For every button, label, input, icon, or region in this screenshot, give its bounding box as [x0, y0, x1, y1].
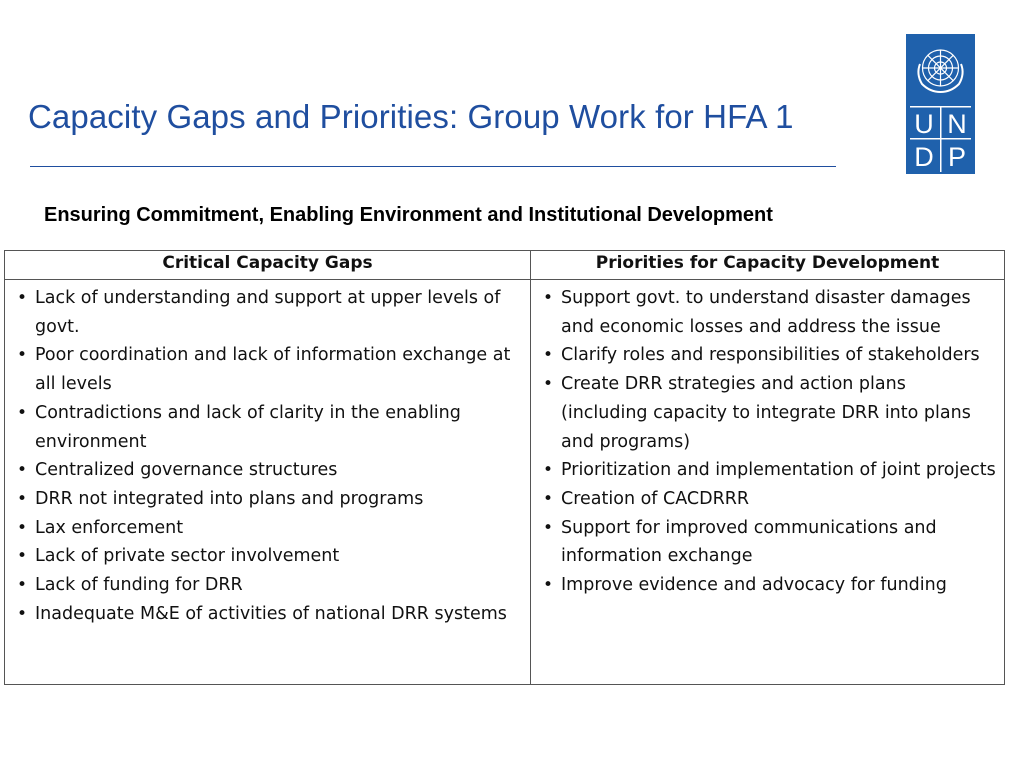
gap-item: • Lack of private sector involvement	[15, 542, 522, 571]
priority-item: • Support for improved communications and information exchange	[541, 514, 996, 571]
slide-subtitle: Ensuring Commitment, Enabling Environment and Institutional Development	[44, 204, 773, 226]
priorities-list	[541, 284, 996, 600]
gap-item: • Inadequate M&E of activities of national DRR systems	[15, 600, 522, 629]
priority-item: • Prioritization and implementation of joint projects	[541, 456, 996, 485]
logo-letter-p: P	[947, 142, 967, 172]
logo-letter-u: U	[914, 109, 934, 139]
priority-item: • Support govt. to understand disaster damages and economic losses and address the issue	[541, 284, 996, 341]
table-header-row	[5, 251, 1005, 280]
gap-item: • Lack of understanding and support at upper levels of govt.	[15, 284, 522, 341]
capacity-table	[4, 250, 1005, 685]
undp-logo	[906, 34, 975, 174]
priority-item: • Clarify roles and responsibilities of stakeholders	[541, 341, 996, 370]
logo-letter-d: D	[914, 142, 934, 172]
header-critical-capacity-gaps: Critical Capacity Gaps	[5, 251, 531, 280]
gaps-cell	[5, 280, 531, 685]
gap-item: • Poor coordination and lack of information exchange at all levels	[15, 341, 522, 398]
gap-item: • Centralized governance structures	[15, 456, 522, 485]
priority-item: • Creation of CACDRRR	[541, 485, 996, 514]
gaps-list	[15, 284, 522, 628]
priority-item: • Create DRR strategies and action plans (including capacity to integrate DRR into plans and programs)	[541, 370, 996, 456]
header-priorities: Priorities for Capacity Development	[531, 251, 1005, 280]
gap-item: • Lax enforcement	[15, 514, 522, 543]
priorities-cell	[531, 280, 1005, 685]
priority-item: • Improve evidence and advocacy for funding	[541, 571, 996, 600]
gap-item: • DRR not integrated into plans and programs	[15, 485, 522, 514]
logo-letter-n: N	[947, 109, 967, 139]
gap-item: • Lack of funding for DRR	[15, 571, 522, 600]
title-divider	[30, 166, 836, 167]
un-emblem-icon	[906, 34, 975, 174]
gap-item: • Contradictions and lack of clarity in the enabling environment	[15, 399, 522, 456]
table-row	[5, 280, 1005, 685]
slide-title: Capacity Gaps and Priorities: Group Work for HFA 1	[28, 98, 794, 135]
